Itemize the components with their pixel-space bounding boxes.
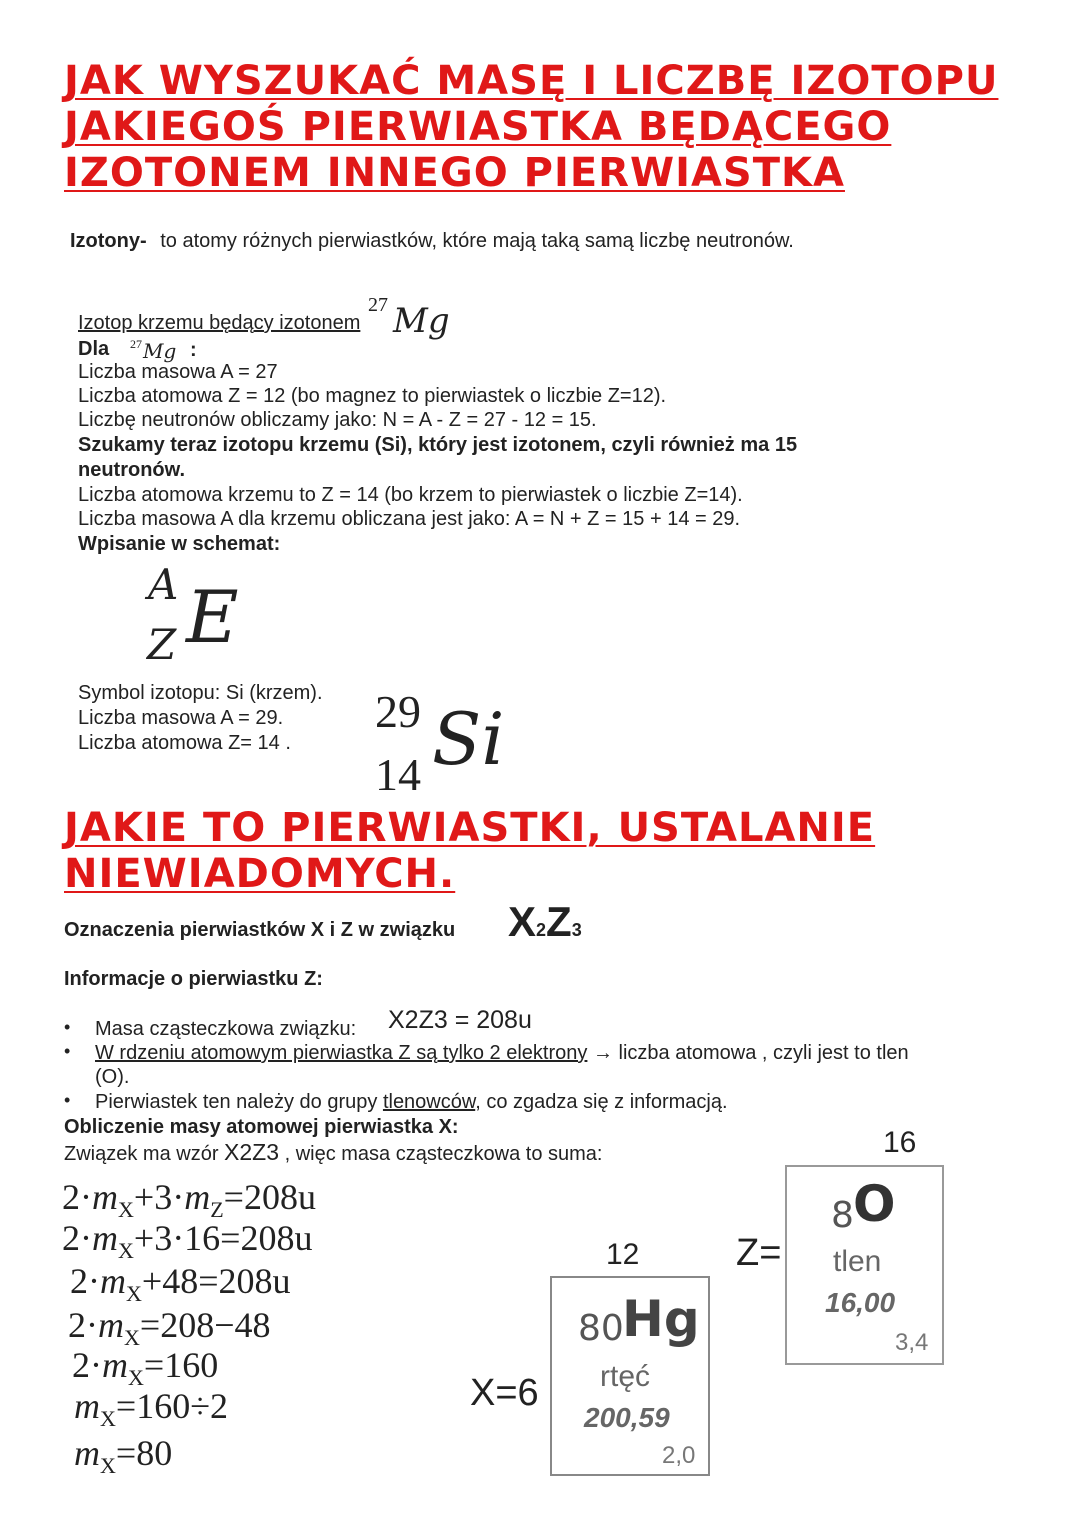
hg-electronegativity: 2,0	[662, 1442, 696, 1469]
hg-element-tile	[550, 1276, 710, 1476]
calc-heading: Obliczenie masy atomowej pierwiastka X:	[64, 1116, 459, 1138]
o-electronegativity: 3,4	[895, 1329, 929, 1356]
equation-3: $2\cdot m_X+48=208u$	[70, 1261, 291, 1307]
schema-a: A	[148, 560, 179, 609]
result-atomic: 14	[375, 749, 421, 800]
equation-5: $2\cdot m_X=160$	[72, 1345, 219, 1391]
section2-intro: Oznaczenia pierwiastków X i Z w związku	[64, 919, 456, 941]
bullet2-rest: → liczba atomowa , czyli jest to tlen	[587, 1042, 909, 1064]
section1-title-line1: JAK WYSZUKAĆ MASĘ I LICZBĘ IZOTOPU	[64, 58, 999, 104]
calc-formula: X2Z3	[224, 1139, 280, 1165]
bullet-dot-3: •	[64, 1090, 71, 1110]
schema-e: E	[186, 575, 239, 659]
result-symbol-line: Symbol izotopu: Si (krzem).	[78, 682, 323, 704]
for-label: Dla	[78, 338, 110, 360]
mass-number-line: Liczba masowa A = 27	[78, 361, 278, 383]
search-line-1: Szukamy teraz izotopu krzemu (Si), który jest izotonem, czyli również ma 15	[78, 434, 798, 456]
bullet3-a: Pierwiastek ten należy do grupy	[95, 1091, 383, 1113]
bullet3-line	[95, 1090, 728, 1114]
result-mass-line: Liczba masowa A = 29.	[78, 707, 284, 729]
z-label: Z=	[736, 1232, 782, 1274]
for-mass: 27	[130, 337, 142, 351]
bullet1-value: X2Z3 = 208u	[388, 1006, 532, 1034]
bullet1-label: Masa cząsteczkowa związku:	[95, 1018, 357, 1040]
equation-7: $m_X=80$	[74, 1433, 173, 1479]
o-symbol: O	[853, 1175, 896, 1233]
schema-z: Z	[147, 620, 177, 669]
definition-text: to atomy różnych pierwiastków, które mają taką samą liczbę neutronów.	[160, 230, 794, 252]
equation-1: $2\cdot m_X+3\cdot m_Z=208u$	[62, 1177, 316, 1223]
bullet2-line	[95, 1041, 909, 1065]
equation-2: $2\cdot m_X+3\cdot 16=208u$	[62, 1218, 313, 1264]
calc-intro-a: Związek ma wzór	[64, 1143, 219, 1165]
section1-title-line2: JAKIEGOŚ PIERWIASTKA BĘDĄCEGO	[64, 104, 892, 150]
o-mass: 16,00	[825, 1287, 896, 1318]
section2-title-line2: NIEWIADOMYCH.	[64, 851, 456, 897]
formula-z: Z	[546, 898, 572, 945]
o-top-number: 16	[883, 1126, 917, 1159]
calc-intro-b: , więc masa cząsteczkowa to suma:	[279, 1143, 603, 1165]
formula-x: X	[508, 898, 537, 945]
section2-title-line1: JAKIE TO PIERWIASTKI, USTALANIE	[64, 805, 876, 851]
info-heading: Informacje o pierwiastku Z:	[64, 968, 323, 990]
bullet-dot-2: •	[64, 1041, 71, 1061]
problem-mass: 27	[368, 294, 388, 316]
problem-label: Izotop krzemu będący izotonem	[78, 312, 361, 334]
bullet3-link: tlenowców	[382, 1091, 476, 1113]
compound-formula	[508, 898, 582, 946]
hg-top-number: 12	[606, 1238, 640, 1271]
result-atomic-line: Liczba atomowa Z= 14 .	[78, 732, 291, 754]
search-line-2: neutronów.	[78, 459, 186, 481]
o-element-tile	[785, 1165, 944, 1365]
result-symbol: Si	[432, 697, 505, 781]
neutron-line: Liczbę neutronów obliczamy jako: N = A - Z = 27 - 12 = 15.	[78, 409, 597, 431]
hg-symbol: Hg	[622, 1290, 700, 1348]
hg-atomic-number: 80	[578, 1308, 624, 1349]
x-label: X=6	[470, 1372, 539, 1414]
calc-intro	[64, 1140, 602, 1166]
silicon-atomic-line: Liczba atomowa krzemu to Z = 14 (bo krzem to pierwiastek o liczbie Z=14).	[78, 484, 743, 506]
silicon-mass-line: Liczba masowa A dla krzemu obliczana jest jako: A = N + Z = 15 + 14 = 29.	[78, 508, 741, 530]
bullet2-underlined: W rdzeniu atomowym pierwiastka Z są tylko 2 elektrony	[95, 1042, 588, 1064]
o-name: tlen	[833, 1245, 882, 1278]
hg-name: rtęć	[600, 1360, 651, 1393]
definition-line	[70, 229, 794, 253]
equation-4: $2\cdot m_X=208-48$	[68, 1305, 271, 1351]
for-colon: :	[190, 339, 197, 361]
atomic-number-line: Liczba atomowa Z = 12 (bo magnez to pierwiastek o liczbie Z=12).	[78, 385, 667, 407]
equation-6: $m_X=160\div 2$	[74, 1386, 228, 1432]
schema-label: Wpisanie w schemat:	[78, 533, 281, 555]
definition-term: Izotony-	[70, 230, 147, 252]
bullet2-cont: (O).	[95, 1066, 130, 1088]
for-symbol: Mg	[143, 339, 177, 363]
formula-x-sub: 2	[536, 920, 547, 940]
problem-symbol: Mg	[393, 301, 450, 341]
bullet-dot-1: •	[64, 1017, 71, 1037]
hg-mass: 200,59	[584, 1402, 670, 1433]
section1-title-line3: IZOTONEM INNEGO PIERWIASTKA	[64, 150, 845, 196]
result-mass: 29	[375, 686, 421, 737]
formula-z-sub: 3	[571, 920, 582, 940]
bullet3-b: , co zgadza się z informacją.	[475, 1091, 728, 1113]
o-atomic-number: 8	[831, 1195, 854, 1236]
